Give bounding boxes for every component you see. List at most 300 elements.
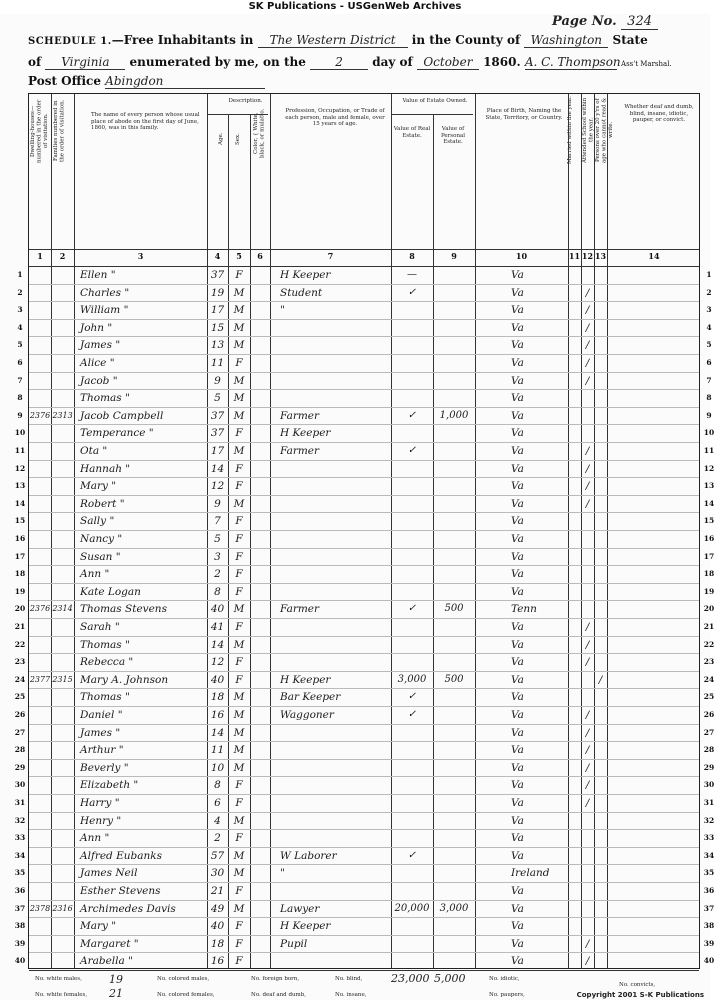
col-header-estate: Value of Estate Owned. bbox=[402, 98, 468, 104]
school-mark: / bbox=[585, 445, 590, 457]
person-sex: M bbox=[233, 304, 245, 317]
row-divider bbox=[29, 495, 699, 496]
birthplace: Va bbox=[511, 761, 524, 774]
schedule-label: SCHEDULE 1. bbox=[28, 36, 112, 47]
person-age: 18 bbox=[210, 937, 225, 950]
person-sex: F bbox=[235, 885, 243, 897]
of-label: of bbox=[28, 55, 42, 69]
column-number: 12 bbox=[581, 251, 594, 261]
person-age: 12 bbox=[210, 656, 225, 669]
person-age: 11 bbox=[210, 357, 225, 369]
row-number-right: 20 bbox=[703, 604, 715, 614]
row-number-left: 20 bbox=[14, 604, 26, 614]
column-divider bbox=[581, 94, 582, 968]
school-mark: / bbox=[585, 621, 590, 633]
column-divider bbox=[475, 94, 476, 968]
person-age: 2 bbox=[214, 568, 221, 581]
row-divider bbox=[29, 688, 699, 689]
row-number-left: 34 bbox=[14, 850, 26, 860]
column-number: 2 bbox=[59, 251, 66, 261]
family-number: 2316 bbox=[52, 903, 73, 913]
col-header-age: Age. bbox=[218, 132, 224, 146]
col-header-occupation: Profession, Occupation, or Trade of each person, male and female, over 15 years of age. bbox=[285, 108, 385, 127]
person-name: Daniel " bbox=[80, 709, 123, 721]
person-age: 40 bbox=[210, 920, 225, 933]
person-name: Mary " bbox=[80, 480, 117, 493]
person-sex: M bbox=[233, 726, 245, 739]
row-number-right: 39 bbox=[703, 938, 715, 948]
dwelling-number: 2376 bbox=[29, 604, 51, 614]
person-name: Nancy " bbox=[80, 533, 123, 545]
cannot-read-mark: / bbox=[598, 673, 603, 686]
person-age: 14 bbox=[210, 726, 225, 739]
row-divider bbox=[29, 548, 699, 549]
person-sex: F bbox=[235, 515, 243, 528]
schedule-header-line-2 bbox=[28, 55, 672, 70]
person-age: 5 bbox=[214, 533, 221, 545]
birthplace: Va bbox=[511, 515, 524, 528]
col-header-real-estate: Value of Real Estate. bbox=[393, 126, 431, 139]
column-number: 9 bbox=[451, 251, 457, 261]
person-age: 12 bbox=[210, 480, 225, 493]
person-sex: F bbox=[235, 797, 243, 809]
row-divider bbox=[29, 319, 699, 320]
real-estate-value: ✓ bbox=[407, 691, 417, 703]
person-sex: M bbox=[233, 374, 245, 387]
row-number-left: 26 bbox=[14, 710, 26, 719]
school-mark: / bbox=[585, 937, 590, 950]
person-age: 18 bbox=[210, 691, 225, 704]
person-name: James " bbox=[80, 339, 121, 352]
column-number: 14 bbox=[648, 251, 660, 261]
row-number-right: 34 bbox=[703, 850, 715, 860]
birthplace: Va bbox=[511, 779, 524, 792]
row-number-right: 24 bbox=[703, 674, 715, 684]
birthplace: Va bbox=[511, 691, 524, 704]
col-header-description: Description. bbox=[228, 98, 263, 104]
column-number: 4 bbox=[214, 251, 221, 261]
person-name: Margaret " bbox=[80, 937, 139, 950]
birthplace: Va bbox=[511, 497, 524, 510]
summary-foreign-born: No. foreign born, bbox=[251, 976, 300, 982]
school-mark: / bbox=[585, 761, 590, 774]
summary-white-females-value: 21 bbox=[109, 987, 123, 1000]
row-number-right: 1 bbox=[706, 270, 712, 279]
person-occupation: H Keeper bbox=[280, 269, 331, 281]
enumerated-label: enumerated by me, on the bbox=[129, 55, 306, 69]
row-number-right: 37 bbox=[703, 903, 715, 913]
col-header-personal-estate: Value of Personal Estate. bbox=[440, 126, 466, 145]
person-age: 15 bbox=[210, 321, 225, 334]
column-divider bbox=[594, 94, 595, 968]
post-office-line bbox=[28, 74, 265, 89]
column-divider bbox=[74, 94, 75, 968]
birthplace: Va bbox=[511, 269, 524, 281]
row-divider bbox=[29, 636, 699, 637]
person-age: 11 bbox=[210, 744, 225, 757]
school-mark: / bbox=[585, 779, 590, 792]
page-label-text: Page No. bbox=[552, 14, 617, 29]
person-occupation: Bar Keeper bbox=[280, 691, 341, 704]
row-number-right: 30 bbox=[703, 780, 715, 790]
birthplace: Va bbox=[511, 726, 524, 739]
school-mark: / bbox=[585, 462, 590, 475]
person-age: 49 bbox=[210, 902, 225, 915]
person-age: 14 bbox=[210, 462, 225, 475]
row-number-left: 25 bbox=[14, 692, 26, 702]
birthplace: Va bbox=[511, 304, 524, 317]
row-number-right: 31 bbox=[703, 798, 715, 807]
row-number-right: 13 bbox=[703, 481, 715, 491]
person-sex: F bbox=[235, 568, 243, 581]
person-name: Thomas " bbox=[80, 392, 130, 405]
person-sex: M bbox=[233, 867, 245, 880]
row-number-left: 28 bbox=[14, 745, 26, 755]
row-number-left: 5 bbox=[17, 340, 23, 350]
person-age: 17 bbox=[210, 445, 225, 457]
col-header-birthplace: Place of Birth, Naming the State, Territory, or Country. bbox=[485, 108, 563, 121]
person-sex: F bbox=[235, 955, 243, 968]
col-header-school: Attended School within the year. bbox=[582, 97, 595, 163]
birthplace: Ireland bbox=[511, 867, 550, 880]
summary-deaf-dumb: No. deaf and dumb, bbox=[251, 992, 306, 998]
real-estate-value: 3,000 bbox=[397, 673, 427, 685]
person-sex: F bbox=[235, 779, 243, 792]
row-divider bbox=[29, 600, 699, 601]
person-name: Thomas " bbox=[80, 638, 130, 651]
school-mark: / bbox=[585, 638, 590, 651]
row-number-right: 15 bbox=[703, 516, 715, 526]
row-number-right: 36 bbox=[703, 886, 715, 895]
personal-estate-value: 1,000 bbox=[439, 409, 469, 421]
school-mark: / bbox=[585, 726, 590, 739]
row-number-left: 7 bbox=[17, 375, 23, 385]
person-name: Kate Logan bbox=[80, 585, 141, 598]
row-number-right: 16 bbox=[703, 534, 715, 543]
row-divider bbox=[29, 336, 699, 337]
column-number: 5 bbox=[236, 251, 242, 261]
column-divider bbox=[568, 94, 569, 968]
school-mark: / bbox=[585, 374, 590, 387]
person-age: 8 bbox=[214, 779, 221, 792]
row-divider bbox=[29, 847, 699, 848]
row-number-left: 21 bbox=[14, 622, 26, 631]
col-header-married: Married within the year. bbox=[567, 96, 573, 164]
person-sex: M bbox=[233, 445, 245, 457]
person-age: 9 bbox=[214, 497, 221, 510]
row-number-right: 12 bbox=[703, 463, 715, 473]
person-name: Mary A. Johnson bbox=[80, 673, 169, 686]
row-divider bbox=[29, 530, 699, 531]
birthplace: Va bbox=[511, 638, 524, 651]
row-number-left: 3 bbox=[17, 305, 23, 315]
row-divider bbox=[29, 653, 699, 654]
summary-white-males: No. white males, bbox=[35, 976, 82, 982]
person-sex: M bbox=[233, 849, 245, 862]
person-name: Ellen " bbox=[80, 269, 116, 281]
summary-total-real-estate: 23,000 bbox=[391, 972, 430, 985]
real-estate-value: ✓ bbox=[407, 445, 417, 456]
person-sex: M bbox=[233, 286, 245, 299]
person-occupation: " bbox=[280, 304, 285, 317]
person-sex: M bbox=[233, 902, 245, 915]
summary-white-males-value: 19 bbox=[109, 973, 123, 986]
row-number-left: 32 bbox=[14, 815, 26, 825]
school-mark: / bbox=[585, 709, 590, 721]
row-number-left: 39 bbox=[14, 938, 26, 948]
row-number-left: 10 bbox=[14, 428, 26, 438]
person-sex: F bbox=[235, 550, 243, 563]
row-number-right: 40 bbox=[703, 956, 715, 966]
row-number-right: 5 bbox=[706, 340, 712, 350]
column-number: 7 bbox=[327, 251, 334, 261]
person-name: James Neil bbox=[80, 867, 138, 880]
summary-divider bbox=[29, 970, 699, 971]
person-age: 10 bbox=[210, 761, 225, 774]
row-number-left: 13 bbox=[14, 481, 26, 491]
school-mark: / bbox=[585, 497, 590, 510]
source-banner: SK Publications - USGenWeb Archives bbox=[0, 0, 710, 14]
birthplace: Va bbox=[511, 533, 524, 545]
birthplace: Va bbox=[511, 427, 524, 440]
column-number: 8 bbox=[409, 251, 415, 261]
birthplace: Va bbox=[511, 885, 524, 897]
day-value: 2 bbox=[310, 55, 368, 70]
row-divider bbox=[29, 389, 699, 390]
person-name: John " bbox=[80, 321, 113, 334]
school-mark: / bbox=[585, 955, 590, 968]
header-divider bbox=[29, 266, 699, 267]
person-name: Sarah " bbox=[80, 621, 120, 633]
birthplace: Va bbox=[511, 902, 524, 915]
row-number-right: 23 bbox=[703, 657, 715, 667]
birthplace: Va bbox=[511, 937, 524, 950]
row-number-right: 18 bbox=[703, 569, 715, 579]
row-number-right: 14 bbox=[703, 498, 715, 508]
row-divider bbox=[29, 812, 699, 813]
col-header-family: Families numbered in the order of visitation. bbox=[53, 99, 66, 163]
row-divider bbox=[29, 618, 699, 619]
column-number: 1 bbox=[37, 251, 43, 261]
birthplace: Tenn bbox=[511, 603, 537, 616]
col-header-disability: Whether deaf and dumb, blind, insane, idiotic, pauper, or convict. bbox=[624, 104, 694, 123]
person-age: 21 bbox=[210, 885, 225, 897]
row-divider bbox=[29, 424, 699, 425]
post-office-label: Post Office bbox=[28, 74, 101, 88]
row-number-right: 11 bbox=[703, 446, 715, 455]
school-mark: / bbox=[585, 286, 590, 299]
person-occupation: Lawyer bbox=[280, 902, 320, 915]
school-mark: / bbox=[585, 339, 590, 352]
birthplace: Va bbox=[511, 321, 524, 334]
person-occupation: H Keeper bbox=[280, 427, 331, 440]
row-number-right: 6 bbox=[706, 358, 712, 367]
column-divider bbox=[270, 94, 271, 968]
row-number-left: 33 bbox=[14, 833, 26, 843]
subheader-divider bbox=[207, 114, 268, 115]
row-number-left: 37 bbox=[14, 903, 26, 913]
row-divider bbox=[29, 829, 699, 830]
birthplace: Va bbox=[511, 621, 524, 633]
person-occupation: Farmer bbox=[280, 603, 320, 616]
dwelling-number: 2378 bbox=[29, 903, 51, 913]
row-divider bbox=[29, 583, 699, 584]
birthplace: Va bbox=[511, 832, 524, 845]
row-number-right: 9 bbox=[706, 410, 712, 420]
person-name: Temperance " bbox=[80, 427, 154, 440]
person-occupation: W Laborer bbox=[280, 849, 337, 862]
row-divider bbox=[29, 565, 699, 566]
person-name: Jacob " bbox=[80, 374, 118, 387]
person-name: Thomas Stevens bbox=[80, 603, 167, 616]
family-number: 2314 bbox=[52, 604, 73, 614]
person-age: 16 bbox=[210, 709, 225, 721]
row-divider bbox=[29, 917, 699, 918]
dwelling-number: 2377 bbox=[29, 674, 51, 684]
row-number-right: 28 bbox=[703, 745, 715, 755]
row-number-right: 32 bbox=[703, 815, 715, 825]
summary-colored-females: No. colored females, bbox=[157, 992, 215, 998]
person-name: Elizabeth " bbox=[80, 779, 139, 792]
birthplace: Va bbox=[511, 709, 524, 721]
person-age: 8 bbox=[214, 585, 221, 598]
county-value: Washington bbox=[524, 33, 608, 48]
row-number-left: 35 bbox=[14, 868, 26, 878]
row-number-right: 35 bbox=[703, 868, 715, 878]
col-header-cannot-read: Persons over 20 y'rs of age who cannot read & write. bbox=[595, 97, 614, 163]
row-divider bbox=[29, 706, 699, 707]
school-mark: / bbox=[585, 797, 590, 809]
row-divider bbox=[29, 864, 699, 865]
month-value: October bbox=[417, 55, 479, 70]
person-age: 40 bbox=[210, 603, 225, 616]
real-estate-value: 20,000 bbox=[394, 902, 430, 914]
person-occupation: Pupil bbox=[280, 937, 308, 950]
birthplace: Va bbox=[511, 955, 524, 968]
summary-blind: No. blind, bbox=[335, 976, 363, 982]
person-age: 3 bbox=[214, 550, 221, 563]
person-occupation: Farmer bbox=[280, 445, 320, 457]
column-number: 10 bbox=[515, 251, 528, 261]
row-number-left: 38 bbox=[14, 921, 26, 931]
header-divider bbox=[29, 249, 699, 250]
person-age: 2 bbox=[214, 832, 221, 845]
row-divider bbox=[29, 794, 699, 795]
person-age: 57 bbox=[210, 849, 225, 862]
real-estate-value: ✓ bbox=[407, 709, 417, 720]
person-occupation: Waggoner bbox=[280, 709, 334, 721]
column-divider bbox=[607, 94, 608, 968]
birthplace: Va bbox=[511, 797, 524, 809]
birthplace: Va bbox=[511, 744, 524, 757]
row-divider bbox=[29, 477, 699, 478]
birthplace: Va bbox=[511, 814, 524, 827]
person-name: James " bbox=[80, 726, 121, 739]
row-number-left: 40 bbox=[14, 956, 26, 966]
person-age: 6 bbox=[214, 797, 221, 809]
birthplace: Va bbox=[511, 445, 524, 457]
personal-estate-value: 500 bbox=[444, 603, 464, 615]
summary-insane: No. insane, bbox=[335, 992, 367, 998]
person-sex: F bbox=[235, 533, 243, 545]
person-age: 41 bbox=[210, 621, 225, 633]
row-divider bbox=[29, 671, 699, 672]
family-number: 2315 bbox=[52, 674, 73, 684]
row-number-left: 2 bbox=[17, 287, 23, 297]
person-name: Susan " bbox=[80, 550, 121, 563]
person-name: Charles " bbox=[80, 286, 130, 299]
state-label: State bbox=[612, 33, 648, 47]
school-mark: / bbox=[585, 321, 590, 334]
person-name: Hannah " bbox=[80, 462, 131, 475]
person-sex: M bbox=[233, 321, 245, 334]
person-name: Archimedes Davis bbox=[80, 902, 176, 915]
person-sex: F bbox=[235, 462, 243, 475]
person-sex: F bbox=[235, 269, 243, 281]
person-sex: M bbox=[233, 814, 245, 827]
person-name: Esther Stevens bbox=[80, 885, 161, 897]
birthplace: Va bbox=[511, 357, 524, 369]
row-divider bbox=[29, 935, 699, 936]
col-header-dwelling: Dwelling-houses—numbered in the order of visitation. bbox=[30, 99, 49, 163]
birthplace: Va bbox=[511, 480, 524, 493]
summary-total-personal-estate: 5,000 bbox=[434, 972, 466, 985]
birthplace: Va bbox=[511, 849, 524, 862]
row-number-right: 21 bbox=[703, 622, 715, 631]
person-age: 37 bbox=[210, 269, 225, 281]
person-name: Harry " bbox=[80, 797, 120, 809]
real-estate-value: ✓ bbox=[407, 849, 417, 861]
row-divider bbox=[29, 759, 699, 760]
row-divider bbox=[29, 301, 699, 302]
person-name: Robert " bbox=[80, 497, 125, 510]
person-sex: F bbox=[235, 357, 243, 369]
person-sex: M bbox=[233, 409, 245, 422]
person-age: 14 bbox=[210, 638, 225, 651]
person-age: 9 bbox=[214, 374, 221, 387]
person-age: 7 bbox=[214, 515, 221, 528]
person-name: Arabella " bbox=[80, 955, 133, 968]
person-age: 17 bbox=[210, 304, 225, 317]
subheader-divider bbox=[391, 114, 473, 115]
real-estate-value: ✓ bbox=[407, 603, 417, 615]
person-sex: F bbox=[235, 832, 243, 845]
row-divider bbox=[29, 442, 699, 443]
row-number-right: 29 bbox=[703, 762, 715, 772]
person-name: Mary " bbox=[80, 920, 117, 933]
row-divider bbox=[29, 776, 699, 777]
person-sex: F bbox=[235, 937, 243, 950]
person-age: 5 bbox=[214, 392, 221, 405]
person-age: 16 bbox=[210, 955, 225, 968]
row-divider bbox=[29, 372, 699, 373]
row-number-left: 8 bbox=[17, 393, 23, 403]
person-name: Thomas " bbox=[80, 691, 130, 704]
district-value: The Western District bbox=[258, 33, 408, 48]
person-sex: F bbox=[235, 920, 243, 933]
person-name: Beverly " bbox=[80, 761, 129, 774]
person-sex: F bbox=[235, 480, 243, 493]
row-number-left: 19 bbox=[14, 586, 26, 596]
column-divider bbox=[391, 94, 392, 968]
row-number-right: 19 bbox=[703, 586, 715, 596]
row-divider bbox=[29, 900, 699, 901]
row-divider bbox=[29, 460, 699, 461]
person-name: Arthur " bbox=[80, 744, 124, 757]
row-number-left: 22 bbox=[14, 639, 26, 649]
row-number-right: 22 bbox=[703, 639, 715, 649]
person-sex: M bbox=[233, 761, 245, 774]
